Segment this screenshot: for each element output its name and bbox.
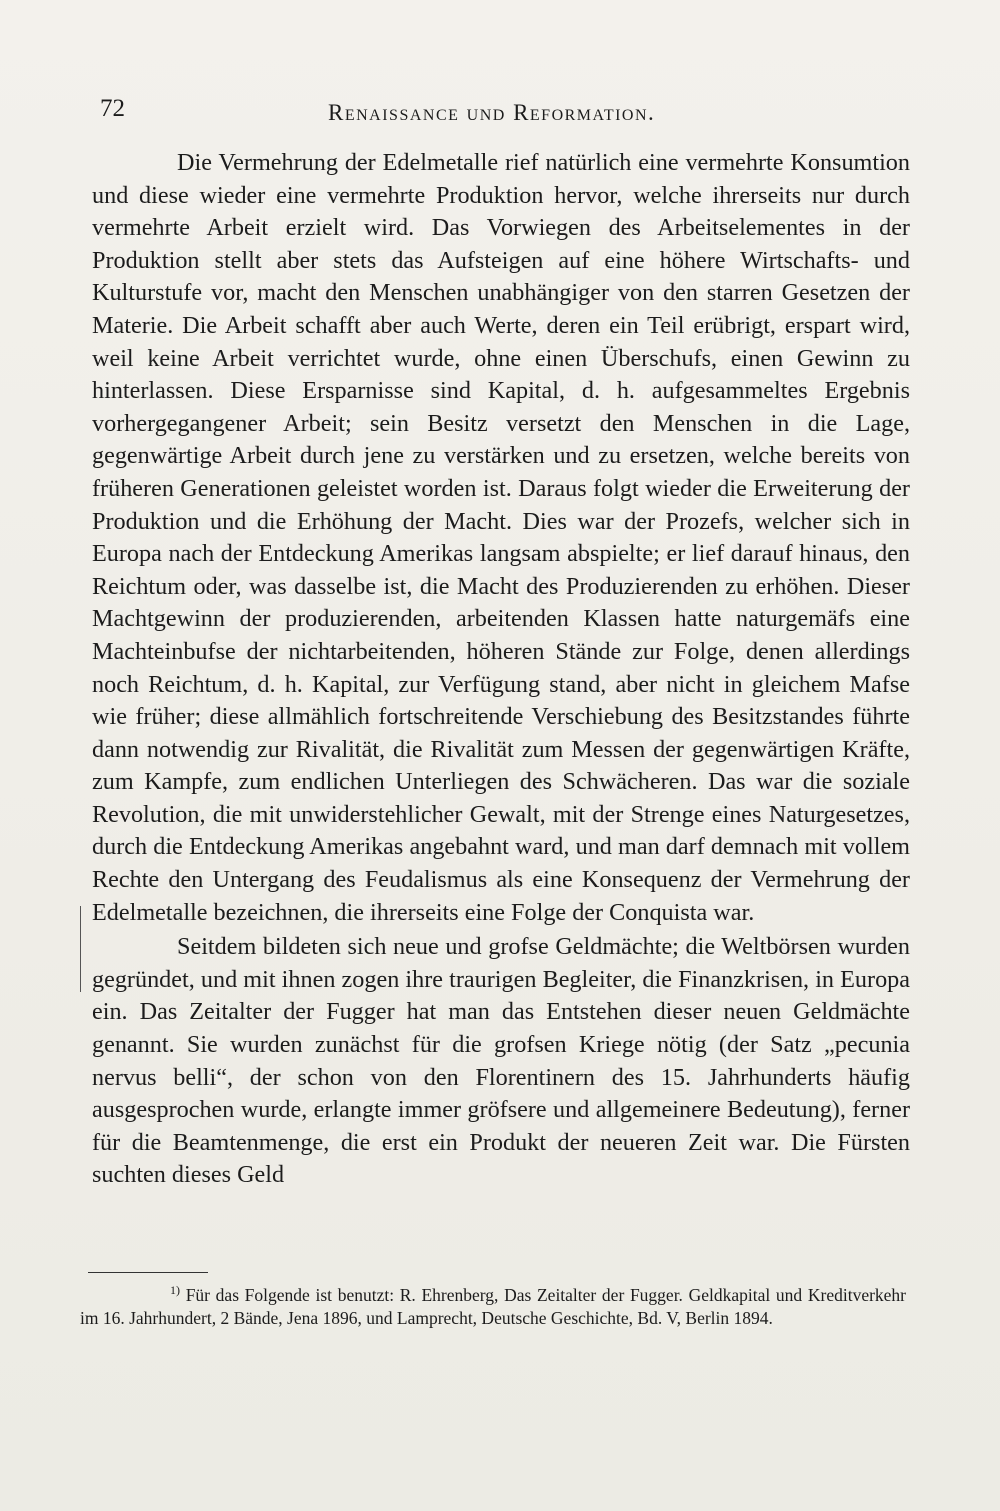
footnote-marker: 1) xyxy=(170,1283,180,1298)
main-text xyxy=(92,147,910,1192)
paragraph-1: Die Vermehrung der Edelmetalle rief natürlich eine vermehrte Konsumtion und diese wieder eine vermehrte Produktion hervor, welche ihrerseits nur durch vermehrte Arbeit erzielt wird. Das Vorwiegen des Arbeitselementes in der Produktion stellt aber stets das Aufsteigen auf eine höhere Wirtschafts- und Kulturstufe vor, macht den Menschen unabhängiger von den starren Gesetzen der Materie. Die Arbeit schafft aber auch Werte, deren ein Teil erübrigt, erspart wird, weil keine Arbeit verrichtet wurde, ohne einen Überschufs, einen Gewinn zu hinterlassen. Diese Ersparnisse sind Kapital, d. h. aufgesammeltes Ergebnis vorhergegangener Arbeit; sein Besitz versetzt den Menschen in die Lage, gegenwärtige Arbeit durch jene zu verstärken und zu ersetzen, welche bereits von früheren Generationen geleistet worden ist. Daraus folgt wieder die Erweiterung der Produktion und die Erhöhung der Macht. Dies war der Prozefs, welcher sich in Europa nach der Entdeckung Amerikas langsam abspielte; er lief darauf hinaus, den Reichtum oder, was dasselbe ist, die Macht des Produzierenden zu erhöhen. Dieser Machtgewinn der produzierenden, arbeitenden Klassen hatte naturgemäfs eine Machteinbufse der nichtarbeitenden, höheren Stände zur Folge, denen allerdings noch Reichtum, d. h. Kapital, zur Verfügung stand, aber nicht in gleichem Mafse wie früher; diese allmählich fortschreitende Verschiebung des Besitzstandes führte dann notwendig zur Rivalität, die Rivalität zum Messen der gegenwärtigen Kräfte, zum Kampfe, zum endlichen Unterliegen des Schwächeren. Das war die soziale Revolution, die mit unwiderstehlicher Gewalt, mit der Strenge eines Naturgesetzes, durch die Entdeckung Amerikas angebahnt ward, und man darf demnach mit vollem Rechte den Untergang des Feudalismus als eine Konsequenz der Vermehrung der Edelmetalle bezeichnen, die ihrerseits eine Folge der Conquista war. xyxy=(92,149,910,926)
footnote-divider xyxy=(88,1272,208,1273)
footnote-block xyxy=(80,1284,906,1329)
paragraph-2: Seitdem bildeten sich neue und grofse Geldmächte; die Weltbörsen wurden gegründet, und mit ihnen zogen ihre traurigen Begleiter, die Finanzkrisen, in Europa ein. Das Zeitalter der Fugger hat man das Entstehen dieser neuen Geldmächte genannt. Sie wurden zunächst für die grofsen Kriege nötig (der Satz „pecunia nervus belli“, der schon von den Florentinern des 15. Jahrhunderts häufig ausgesprochen wurde, erlangte immer gröfsere und allgemeinere Bedeutung), ferner für die Beamtenmenge, die erst ein Produkt der neueren Zeit war. Die Fürsten suchten dieses Geld xyxy=(92,933,910,1189)
margin-pencil-mark xyxy=(80,906,81,992)
footnote xyxy=(80,1284,906,1329)
running-title: Renaissance und Reformation. xyxy=(328,100,656,125)
footnote-text: Für das Folgende ist benutzt: R. Ehrenberg, Das Zeitalter der Fugger. Geldkapital und Kreditverkehr im 16. Jahrhundert, 2 Bände, Jena 1896, und Lamprecht, Deutsche Geschichte, Bd. V, Berlin 1894. xyxy=(80,1285,907,1328)
page-number: 72 xyxy=(100,95,125,122)
